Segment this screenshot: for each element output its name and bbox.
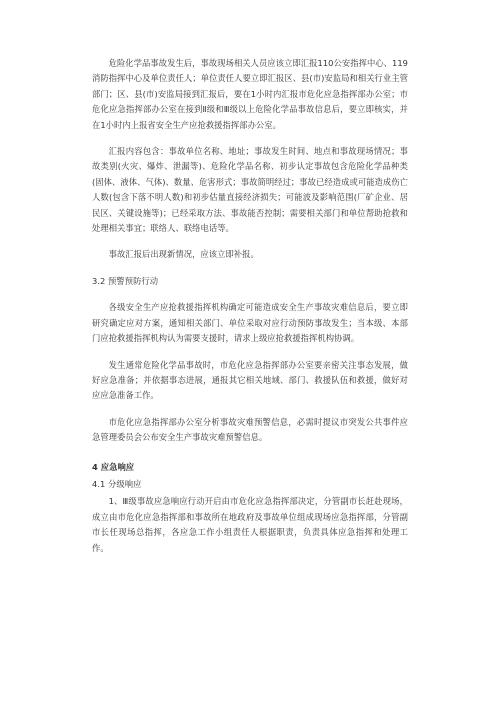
section-heading-4: 4 应急响应	[92, 461, 135, 472]
paragraph-supplementary-report: 事故汇报后出现新情况，应该立即补报。	[108, 249, 259, 260]
paragraph-warning-release: 市危化应急指挥部办公室分析事故灾难预警信息，必需时提议市突发公共事件应急管理委员会公布安全生产事故灾难预警信息。	[92, 416, 408, 443]
paragraph-report-procedure: 危险化学品事故发生后，事故现场相关人员应该立即汇报110公安指挥中心、119消防指挥中心及单位责任人；单位责任人要立即汇报区、县(市)安监局和相关行业主管部门；区、县(市)安监局接到汇报后，要在1小时内汇报市危化应急指挥部办公室；市危化应急指挥部办公室在接到Ⅱ级和Ⅲ级以上危险化学品事故信息后，要立即核实，并在1小时内上报省安全生产应抢救援指挥部办公室。	[92, 58, 408, 130]
paragraph-general-accident: 发生通常危险化学品事故时，市危化应急指挥部办公室要亲密关注事态发展，做好应急准备；并依据事态进展，通报其它相关地域、部门、救援队伍和救援，做好对应应急准备工作。	[92, 359, 408, 401]
paragraph-early-warning-action: 各级安全生产应抢救援指挥机构确定可能造成安全生产事故灾难信息后，要立即研究确定应对方案，通知相关部门、单位采取对应行动预防事故发生；当本级、本部门应抢救援指挥机构认为需要支援时，请求上级应抢救援指挥机构协调。	[92, 302, 408, 344]
paragraph-level-response: 1、Ⅲ级事故应急响应行动开启由市危化应急指挥部决定，分管副市长赶赴现场，成立由市危化应急指挥部和事故所在地政府及事故单位组成现场应急指挥部，分管副市长任现场总指挥，各应急工作小组责任人根据职责，负责具体应急指挥和处理工作。	[92, 496, 408, 553]
section-heading-3-2: 3.2 预警预防行动	[92, 275, 159, 286]
paragraph-report-content: 汇报内容包含：事故单位名称、地址；事故发生时间、地点和事故现场情况；事故类别(火灾、爆炸、泄漏等)、危险化学品名称、初步认定事故包含危险化学品种类(固体、液体、气体)、数量、危害形式；事故简明经过；事故已经造成或可能造成伤亡人数(包含下落不明人数)和初步估量直接经济损失；可能波及影响范围(厂矿企业、居民区、关键设施等)；已经采取方法、事故能否控制；需要相关部门和单位帮助抢救和处理相关事宜；联络人、联络电话等。	[92, 146, 408, 234]
section-heading-4-1: 4.1 分级响应	[92, 478, 142, 489]
